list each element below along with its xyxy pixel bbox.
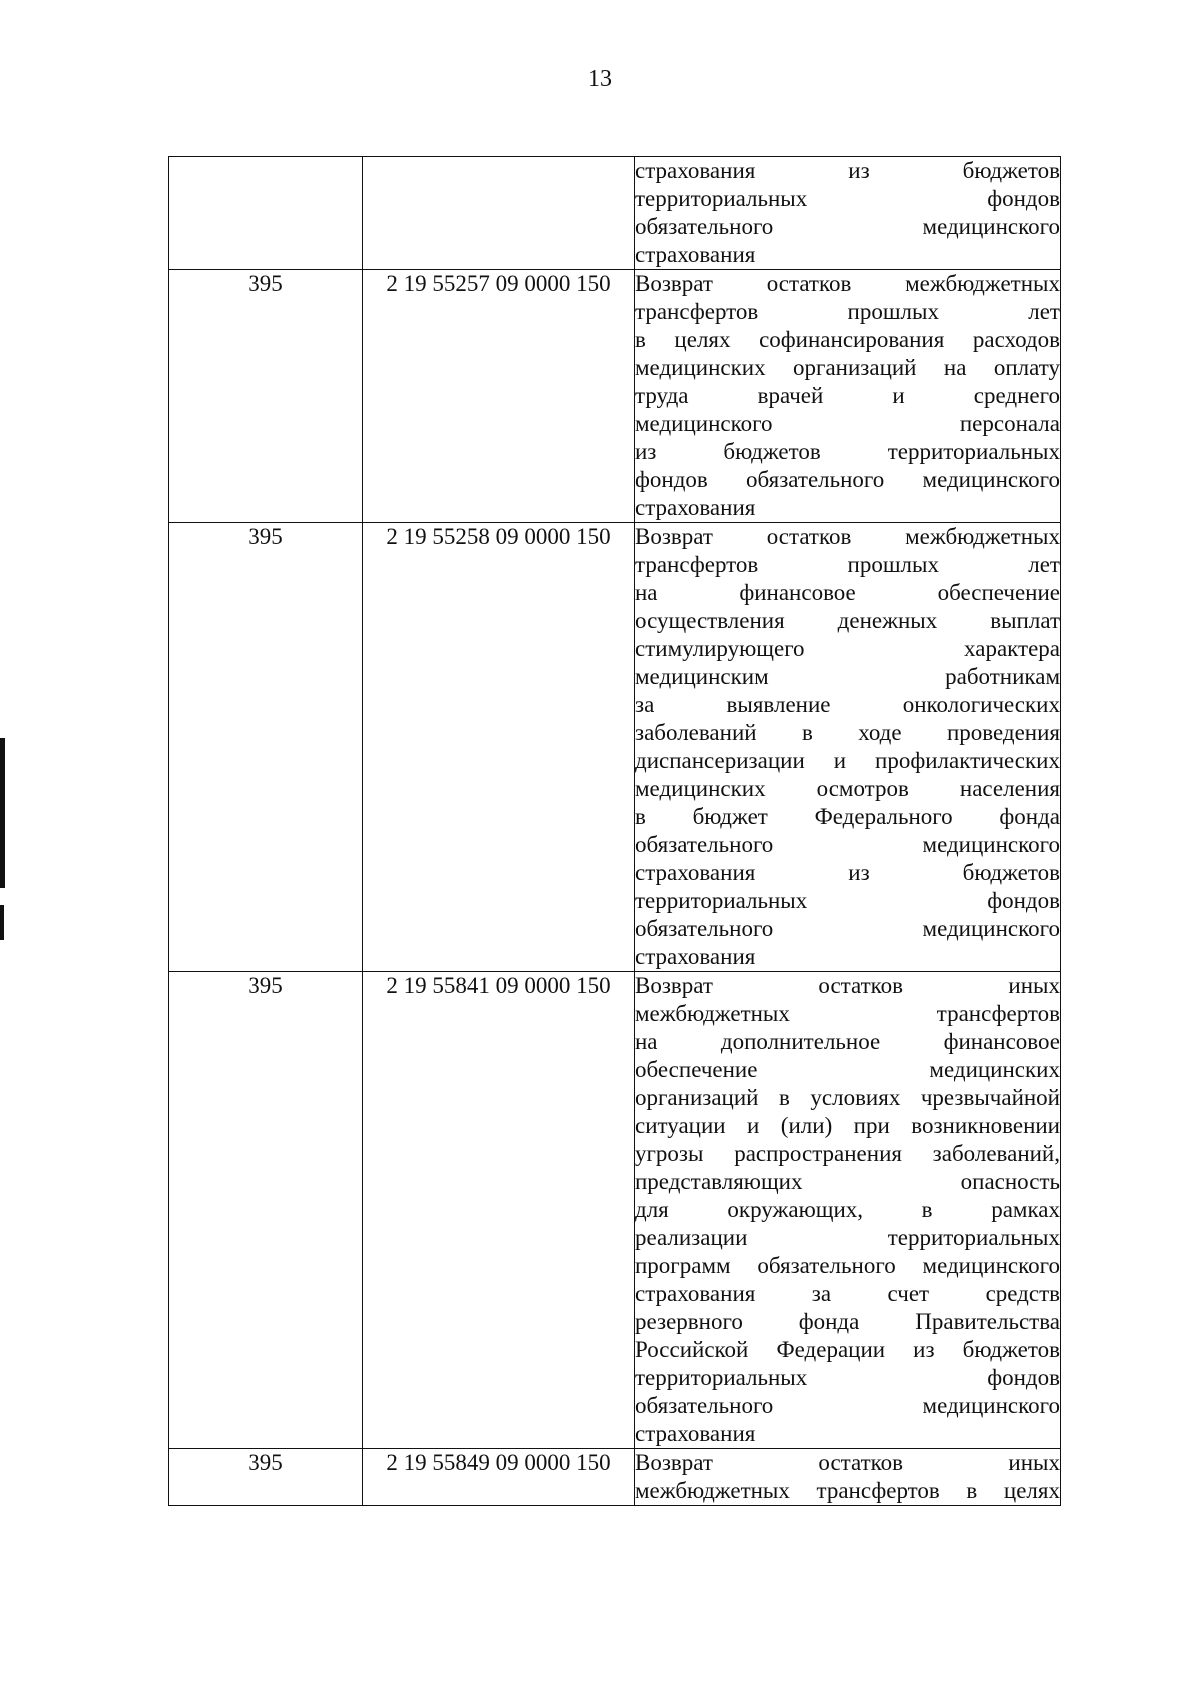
description-line: обязательного медицинского <box>635 916 1060 941</box>
description-line: территориальных фондов <box>635 186 1060 211</box>
description-line: медицинских организаций на оплату <box>635 355 1060 380</box>
admin-code-cell: 395 <box>169 1449 363 1506</box>
kbk-code-cell: 2 19 55258 09 0000 150 <box>363 523 635 972</box>
description-line: обязательного медицинского <box>635 832 1060 857</box>
description-line: за выявление онкологических <box>635 692 1060 717</box>
table-body <box>169 157 1061 1506</box>
description-line: территориальных фондов <box>635 1365 1060 1390</box>
description-line: заболеваний в ходе проведения <box>635 720 1060 745</box>
description-line: на дополнительное финансовое <box>635 1029 1060 1054</box>
description-line: фондов обязательного медицинского <box>635 467 1060 492</box>
kbk-code-cell: 2 19 55841 09 0000 150 <box>363 972 635 1449</box>
description-line: медицинских осмотров населения <box>635 776 1060 801</box>
description-line: Возврат остатков межбюджетных <box>635 524 1060 549</box>
table-row <box>169 157 1061 270</box>
admin-code-cell: 395 <box>169 972 363 1449</box>
page-number: 13 <box>588 66 612 92</box>
admin-code-cell: 395 <box>169 523 363 972</box>
table-row <box>169 270 1061 523</box>
description-line: страхования за счет средств <box>635 1281 1060 1306</box>
description-line: программ обязательного медицинского <box>635 1253 1060 1278</box>
description-line: территориальных фондов <box>635 888 1060 913</box>
description-line: ситуации и (или) при возникновении <box>635 1113 1060 1138</box>
kbk-code-cell <box>363 157 635 270</box>
description-line: межбюджетных трансфертов в целях <box>635 1478 1060 1503</box>
description-line: труда врачей и среднего <box>635 383 1060 408</box>
description-line: межбюджетных трансфертов <box>635 1001 1060 1026</box>
description-line: обязательного медицинского <box>635 214 1060 239</box>
kbk-code-cell: 2 19 55257 09 0000 150 <box>363 270 635 523</box>
description-line: из бюджетов территориальных <box>635 439 1060 464</box>
admin-code-cell: 395 <box>169 270 363 523</box>
description-line: на финансовое обеспечение <box>635 580 1060 605</box>
table-row <box>169 972 1061 1449</box>
table-row <box>169 523 1061 972</box>
description-line: страхования из бюджетов <box>635 860 1060 885</box>
description-line: стимулирующего характера <box>635 636 1060 661</box>
description-line: Возврат остатков иных <box>635 1450 1060 1475</box>
description-line: страхования <box>635 944 756 969</box>
description-line: в целях софинансирования расходов <box>635 327 1060 352</box>
description-line: Возврат остатков межбюджетных <box>635 271 1060 296</box>
description-line: представляющих опасность <box>635 1169 1060 1194</box>
description-cell <box>635 157 1061 270</box>
description-line: обеспечение медицинских <box>635 1057 1060 1082</box>
description-line: трансфертов прошлых лет <box>635 299 1060 324</box>
description-line: диспансеризации и профилактических <box>635 748 1060 773</box>
description-line: обязательного медицинского <box>635 1393 1060 1418</box>
description-line: страхования <box>635 242 756 267</box>
description-line: осуществления денежных выплат <box>635 608 1060 633</box>
description-line: организаций в условиях чрезвычайной <box>635 1085 1060 1110</box>
description-line: страхования <box>635 1421 756 1446</box>
description-cell <box>635 523 1061 972</box>
description-line: резервного фонда Правительства <box>635 1309 1060 1334</box>
admin-code-cell <box>169 157 363 270</box>
scan-artifact-bar <box>0 738 5 888</box>
description-line: в бюджет Федерального фонда <box>635 804 1060 829</box>
kbk-code-cell: 2 19 55849 09 0000 150 <box>363 1449 635 1506</box>
budget-codes-table <box>168 156 1061 1506</box>
description-line: реализации территориальных <box>635 1225 1060 1250</box>
description-line: Российской Федерации из бюджетов <box>635 1337 1060 1362</box>
description-line: угрозы распространения заболеваний, <box>635 1141 1060 1166</box>
description-line: трансфертов прошлых лет <box>635 552 1060 577</box>
table-row <box>169 1449 1061 1506</box>
description-line: страхования из бюджетов <box>635 158 1060 183</box>
scan-artifact-bar-small <box>0 905 4 940</box>
description-line: Возврат остатков иных <box>635 973 1060 998</box>
description-line: для окружающих, в рамках <box>635 1197 1060 1222</box>
description-cell <box>635 972 1061 1449</box>
description-line: медицинским работникам <box>635 664 1060 689</box>
description-cell <box>635 1449 1061 1506</box>
description-line: страхования <box>635 495 756 520</box>
description-line: медицинского персонала <box>635 411 1060 436</box>
description-cell <box>635 270 1061 523</box>
